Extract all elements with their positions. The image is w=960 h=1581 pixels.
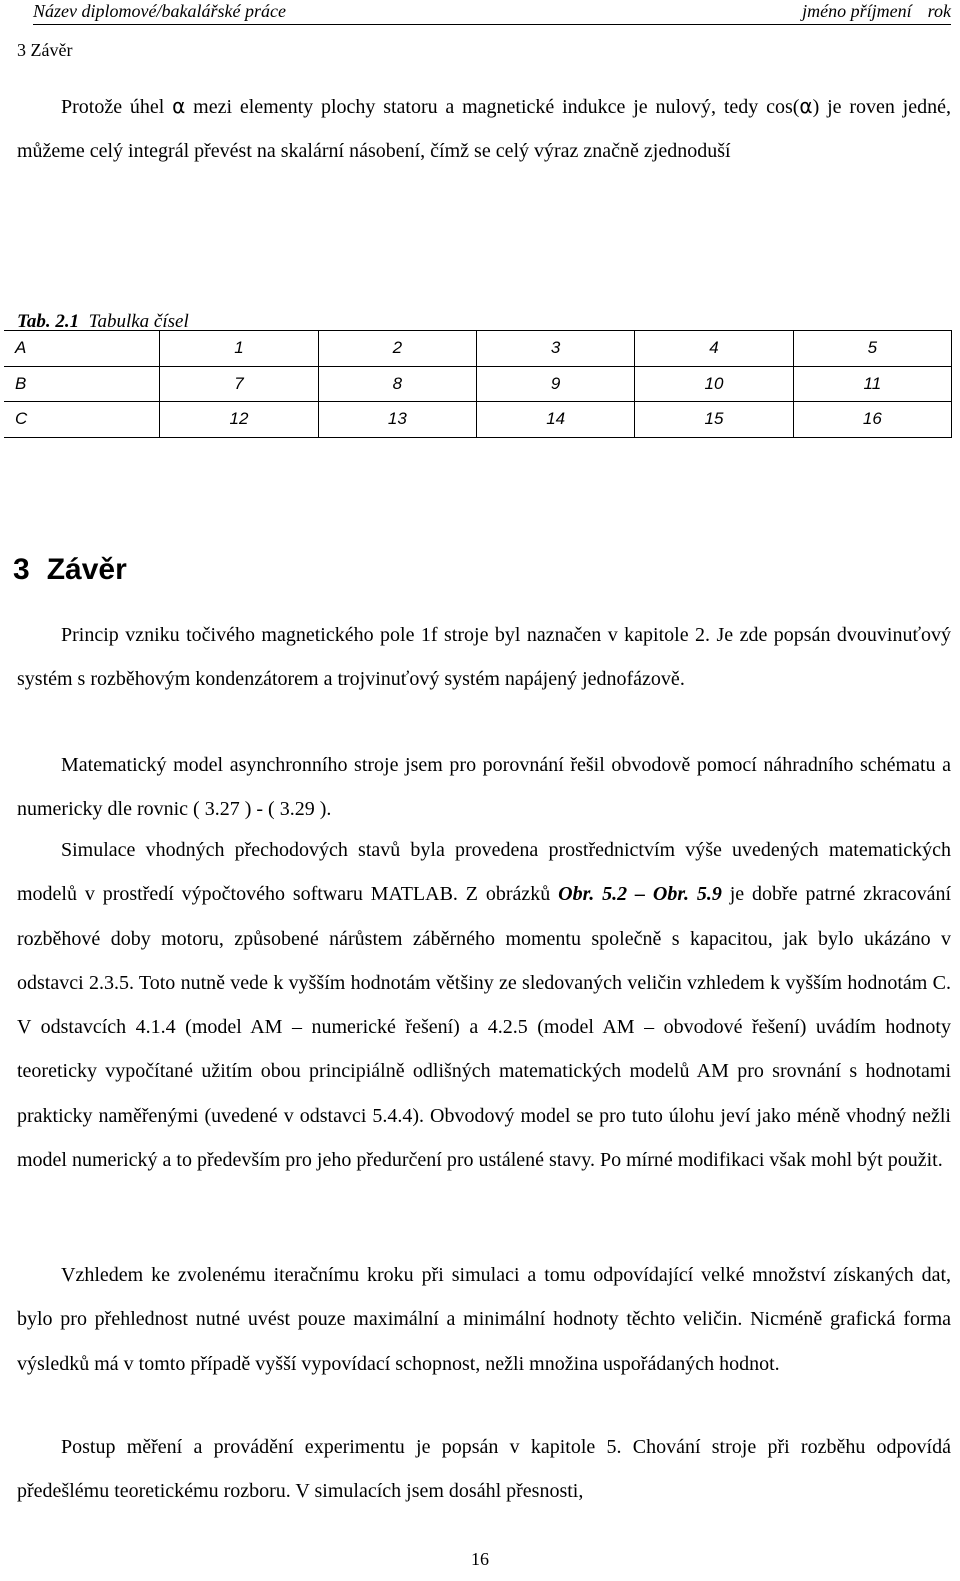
table-cell: 16 bbox=[793, 402, 951, 438]
figure-reference: Obr. 5.2 – Obr. 5.9 bbox=[558, 883, 722, 906]
table-cell: B bbox=[4, 366, 160, 402]
table-cell: 12 bbox=[160, 402, 318, 438]
running-header bbox=[33, 0, 951, 25]
table-cell: A bbox=[4, 331, 160, 367]
header-thesis-title: Název diplomové/bakalářské práce bbox=[33, 1, 286, 21]
number-table bbox=[4, 330, 952, 438]
table-cell: 4 bbox=[635, 331, 793, 367]
table-cell: 9 bbox=[477, 366, 635, 402]
alpha-symbol: α bbox=[172, 94, 186, 118]
table-cell: 7 bbox=[160, 366, 318, 402]
paragraph-3 bbox=[17, 828, 951, 1182]
table-cell: 14 bbox=[477, 402, 635, 438]
table-cell: 13 bbox=[318, 402, 476, 438]
section-heading bbox=[13, 553, 127, 587]
table-cell: C bbox=[4, 402, 160, 438]
page-number: 16 bbox=[471, 1549, 489, 1569]
table-cell: 2 bbox=[318, 331, 476, 367]
running-chapter-title: 3 Závěr bbox=[17, 40, 73, 60]
header-author-year bbox=[802, 1, 951, 22]
paragraph-3-text-b: je dobře patrné zkracování rozběhové doby motoru, způsobené nárůstem záběrného momentu společně s kapacitou, jak bylo ukázáno v odstavci 2.3.5. Toto nutně vede k vyšším hodnotám většiny ze sledovaných veličin vzhledem k vyšším hodnotám C. V odstavcích 4.1.4 (model AM – numerické řešení) a 4.2.5 (model AM – obvodové řešení) uvádím hodnoty teoreticky vypočítané užitím obou principiálně odlišných matematických modelů AM pro srovnání s hodnotami prakticky naměřenými (uvedené v odstavci 5.4.4). Obvodový model se pro tuto úlohu jeví jako méně vhodný nežli model numerický a to především pro jeho předurčení pro ustálené stavy. Po mírné modifikaci však mohl být použit. bbox=[17, 883, 952, 1172]
intro-text-2: mezi elementy plochy statoru a magnetické indukce je nulový, tedy cos( bbox=[185, 96, 800, 118]
section-number: 3 bbox=[13, 553, 30, 586]
intro-text-1: Protože úhel bbox=[61, 96, 173, 118]
paragraph-3-text-a: Simulace vhodných přechodových stavů byla provedena prostřednictvím výše uvedených matematických modelů v prostředí výpočtového softwaru MATLAB. Z obrázků bbox=[17, 839, 951, 906]
table-caption-label: Tab. 2.1 bbox=[17, 311, 80, 332]
table-row bbox=[4, 402, 952, 438]
table-row bbox=[4, 366, 952, 402]
table-cell: 8 bbox=[318, 366, 476, 402]
alpha-symbol-2: α bbox=[799, 94, 813, 118]
section-title: Závěr bbox=[46, 553, 127, 586]
paragraph-4-text: Vzhledem ke zvolenému iteračnímu kroku při simulaci a tomu odpovídající velké množství získaných dat, bylo pro přehlednost nutné uvést pouze maximální a minimální hodnoty těchto veličin. Nicméně grafická forma výsledků má v tomto případě vyšší vypovídací schopnost, nežli množina uspořádaných hodnot. bbox=[17, 1264, 951, 1375]
table-cell: 1 bbox=[160, 331, 318, 367]
paragraph-1 bbox=[17, 613, 951, 702]
table-cell: 3 bbox=[477, 331, 635, 367]
paragraph-5 bbox=[17, 1425, 951, 1514]
table-cell: 15 bbox=[635, 402, 793, 438]
header-year: rok bbox=[927, 1, 951, 21]
table-caption-text: Tabulka čísel bbox=[88, 311, 189, 332]
table-row bbox=[4, 331, 952, 367]
paragraph-2-text: Matematický model asynchronního stroje jsem pro porovnání řešil obvodově pomocí náhradního schématu a numericky dle rovnic ( 3.27 ) - ( 3.29 ). bbox=[17, 754, 951, 821]
paragraph-2 bbox=[17, 743, 951, 832]
paragraph-5-text: Postup měření a provádění experimentu je popsán v kapitole 5. Chování stroje při rozběhu odpovídá předešlému teoretickému rozboru. V simulacích jsem dosáhl přesnosti, bbox=[17, 1436, 951, 1503]
intro-text-3: ) je roven jedné, můžeme celý integrál převést na skalární násobení, čímž se celý výraz značně zjednoduší bbox=[17, 96, 951, 163]
table-cell: 11 bbox=[793, 366, 951, 402]
paragraph-4 bbox=[17, 1253, 951, 1386]
paragraph-1-text: Princip vzniku točivého magnetického pole 1f stroje byl naznačen v kapitole 2. Je zde popsán dvouvinuťový systém s rozběhovým kondenzátorem a trojvinuťový systém napájený jednofázově. bbox=[17, 624, 951, 691]
table-cell: 5 bbox=[793, 331, 951, 367]
intro-paragraph bbox=[17, 84, 951, 174]
table-cell: 10 bbox=[635, 366, 793, 402]
header-author: jméno příjmení bbox=[802, 1, 912, 21]
